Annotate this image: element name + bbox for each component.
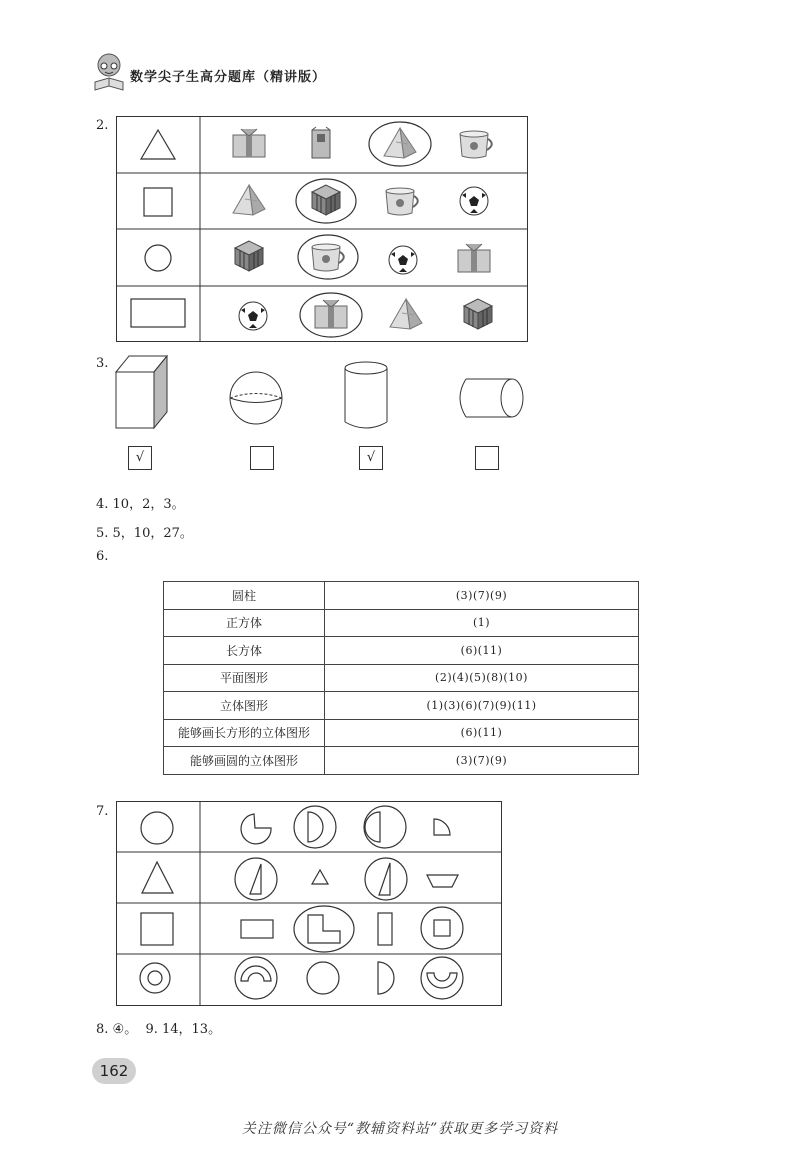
ring-outer-shape — [140, 963, 170, 993]
cylinder-upright-shape — [345, 362, 387, 428]
soccer-ball-icon — [389, 246, 417, 274]
sphere-shape — [230, 372, 282, 424]
q6-label: 立体图形 — [164, 692, 325, 720]
soccer-ball-icon — [239, 302, 267, 330]
bowl-shape — [427, 973, 457, 988]
table-row — [164, 692, 639, 720]
table-row — [164, 582, 639, 610]
q3-number: 3. — [96, 356, 109, 371]
trapezoid-shape — [427, 875, 458, 887]
half-circle-shape — [308, 812, 323, 842]
circle-shape — [141, 812, 173, 844]
q7-table — [116, 801, 504, 1009]
q6-value: (1)(3)(6)(7)(9)(11) — [325, 692, 639, 720]
footer-note: 关注微信公众号“教辅资料站”获取更多学习资料 — [241, 1121, 559, 1137]
mug-icon — [460, 131, 492, 158]
table-row — [164, 637, 639, 665]
answer-circle — [421, 907, 463, 949]
triangle-shape — [142, 862, 173, 893]
circle-shape — [145, 245, 171, 271]
q3-checkbox-4[interactable] — [475, 446, 499, 470]
quarter-circle-shape — [434, 819, 450, 835]
soccer-ball-icon — [460, 187, 488, 215]
q3-checkbox-1[interactable]: √ — [128, 446, 152, 470]
q4-answer: 4. 10，2，3。 — [96, 497, 185, 512]
q6-value: (3)(7)(9) — [325, 747, 639, 775]
ring-inner-shape — [148, 971, 162, 985]
q6-value: (6)(11) — [325, 719, 639, 747]
q6-label: 平面图形 — [164, 664, 325, 692]
answer-circle — [364, 806, 406, 848]
arch-shape — [241, 966, 271, 981]
pyramid-icon — [390, 299, 422, 329]
right-triangle-shape — [250, 864, 261, 894]
l-shape — [308, 915, 340, 943]
q6-value: (3)(7)(9) — [325, 582, 639, 610]
square-shape — [144, 188, 172, 216]
answer-circle — [294, 806, 336, 848]
gift-box-icon — [315, 300, 347, 328]
q6-number: 6. — [96, 549, 109, 564]
small-triangle-shape — [312, 870, 328, 884]
small-square-shape — [434, 920, 450, 936]
pyramid-icon — [384, 128, 416, 158]
square-shape — [141, 913, 173, 945]
q3-checkbox-3[interactable]: √ — [359, 446, 383, 470]
q6-label: 长方体 — [164, 637, 325, 665]
right-triangle-shape — [379, 863, 390, 895]
q5-answer: 5. 5，10，27。 — [96, 526, 193, 541]
rectangle-shape — [241, 920, 273, 938]
tissue-box-icon — [312, 127, 330, 158]
circle-shape — [307, 962, 339, 994]
q8-q9-answer: 8. ④。 9. 14，13。 — [96, 1022, 222, 1037]
rectangle-shape — [131, 299, 185, 327]
table-row — [164, 747, 639, 775]
gift-box-icon — [458, 244, 490, 272]
q2-number: 2. — [96, 118, 109, 133]
rubik-cube-icon — [464, 299, 492, 329]
q6-label: 圆柱 — [164, 582, 325, 610]
q6-label: 能够画长方形的立体图形 — [164, 719, 325, 747]
q6-label: 能够画圆的立体图形 — [164, 747, 325, 775]
gift-box-icon — [233, 129, 265, 157]
q7-number: 7. — [96, 804, 109, 819]
rubik-cube-icon — [235, 241, 263, 271]
mug-icon — [312, 244, 344, 271]
q3-checkbox-2[interactable] — [250, 446, 274, 470]
tall-rectangle-shape — [378, 913, 392, 945]
table-row — [164, 664, 639, 692]
rectangular-prism-shape — [116, 356, 167, 428]
mug-icon — [386, 188, 418, 215]
header-title: 数学尖子生高分题库（精讲版） — [130, 70, 327, 85]
triangle-shape — [141, 130, 175, 159]
q6-label: 正方体 — [164, 609, 325, 637]
q6-value: (1) — [325, 609, 639, 637]
q6-value: (6)(11) — [325, 637, 639, 665]
cylinder-lying-shape — [460, 379, 523, 417]
table-row — [164, 609, 639, 637]
q2-table — [116, 116, 530, 344]
half-circle-shape — [378, 962, 394, 994]
pie-missing-slice-shape — [241, 814, 271, 844]
header-mascot — [92, 52, 126, 92]
answer-circle — [365, 858, 407, 900]
q6-table — [163, 581, 639, 775]
table-row — [164, 719, 639, 747]
answer-ellipse — [294, 906, 354, 952]
page-number: 162 — [92, 1058, 136, 1084]
rubik-cube-icon — [312, 185, 340, 215]
pyramid-icon — [233, 185, 265, 215]
q6-value: (2)(4)(5)(8)(10) — [325, 664, 639, 692]
